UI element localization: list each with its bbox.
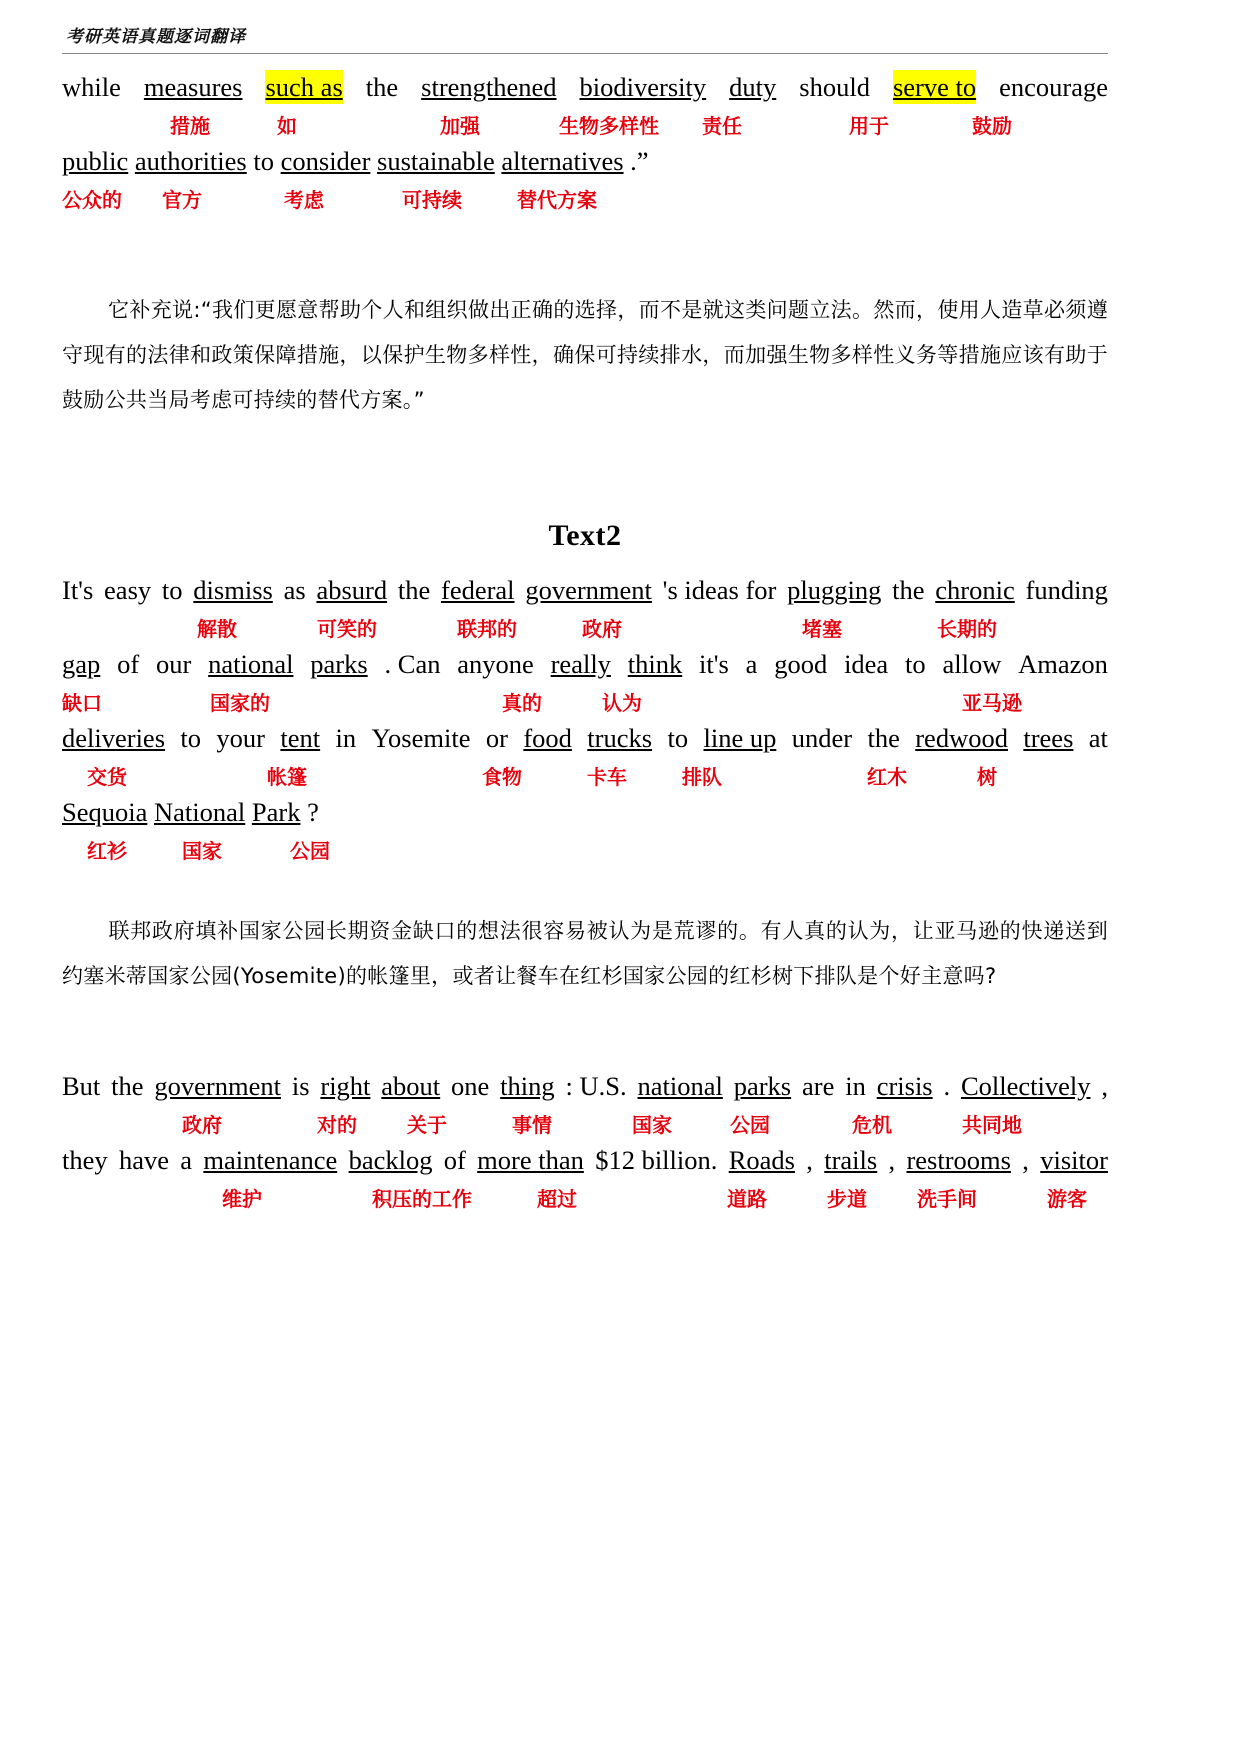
underlined-word: Sequoia <box>62 797 148 827</box>
chinese-gloss: 政府 <box>582 617 622 641</box>
chinese-gloss-line <box>62 607 1108 647</box>
word: of <box>117 649 140 679</box>
word-space <box>624 144 631 178</box>
spacer <box>62 869 1108 909</box>
chinese-gloss: 真的 <box>502 691 542 715</box>
gloss-block <box>62 573 1108 647</box>
underlined-word: authorities <box>134 146 247 176</box>
underlined-word: federal <box>441 575 515 605</box>
chinese-gloss: 联邦的 <box>457 617 517 641</box>
chinese-gloss: 解散 <box>197 617 237 641</box>
word: while <box>62 72 121 102</box>
english-line <box>62 1143 1108 1177</box>
chinese-gloss: 超过 <box>537 1187 577 1211</box>
gloss-block <box>62 1069 1108 1143</box>
word: to <box>667 723 689 753</box>
word: have <box>118 1145 169 1175</box>
chinese-gloss: 积压的工作 <box>372 1187 472 1211</box>
underlined-word: gap <box>62 649 101 679</box>
word: in <box>845 1071 866 1101</box>
word: in <box>335 723 357 753</box>
word: the <box>867 723 900 753</box>
word: is <box>291 1071 310 1101</box>
section-heading-text2: Text2 <box>548 519 622 552</box>
chinese-gloss: 生物多样性 <box>559 114 659 138</box>
underlined-word: duty <box>729 72 777 102</box>
underlined-word: alternatives <box>501 146 624 176</box>
word: the <box>365 72 399 102</box>
chinese-gloss: 红木 <box>867 765 907 789</box>
english-line <box>62 721 1108 755</box>
underlined-word: trucks <box>587 723 653 753</box>
spacer <box>62 423 1108 519</box>
chinese-gloss: 国家 <box>632 1113 672 1137</box>
word: as <box>283 575 306 605</box>
underlined-word: really <box>550 649 611 679</box>
word-space <box>274 144 281 178</box>
word: or <box>485 723 508 753</box>
underlined-word: restrooms <box>906 1145 1011 1175</box>
word: it's <box>699 649 729 679</box>
gloss-block <box>62 144 1108 218</box>
underlined-word: line up <box>703 723 777 753</box>
chinese-gloss: 亚马逊 <box>962 691 1022 715</box>
underlined-word: about <box>381 1071 441 1101</box>
underlined-word: parks <box>733 1071 792 1101</box>
chinese-gloss: 维护 <box>222 1187 262 1211</box>
word: , <box>1101 1071 1108 1101</box>
chinese-gloss: 鼓励 <box>972 114 1012 138</box>
chinese-gloss: 卡车 <box>587 765 627 789</box>
word: at <box>1088 723 1108 753</box>
underlined-word: Park <box>251 797 301 827</box>
chinese-gloss: 公园 <box>290 839 330 863</box>
underlined-word: consider <box>280 146 371 176</box>
document-content <box>62 70 1108 1217</box>
underlined-word: trees <box>1023 723 1074 753</box>
word: the <box>892 575 925 605</box>
underlined-word: strengthened <box>421 72 557 102</box>
underlined-word: deliveries <box>62 723 166 753</box>
word: $12 billion. <box>595 1145 718 1175</box>
chinese-gloss: 公园 <box>730 1113 770 1137</box>
word: are <box>801 1071 835 1101</box>
word: the <box>111 1071 144 1101</box>
chinese-gloss: 官方 <box>162 188 202 212</box>
chinese-gloss: 关于 <box>407 1113 447 1137</box>
underlined-word: visitor <box>1040 1145 1108 1175</box>
chinese-gloss: 缺口 <box>62 691 102 715</box>
underlined-word: government <box>154 1071 281 1101</box>
underlined-word: crisis <box>876 1071 933 1101</box>
underlined-word: think <box>627 649 683 679</box>
underlined-word: redwood <box>915 723 1008 753</box>
underlined-word: backlog <box>348 1145 433 1175</box>
chinese-gloss: 共同地 <box>962 1113 1022 1137</box>
english-line <box>62 795 1108 829</box>
word-space <box>370 144 377 178</box>
word: a <box>745 649 758 679</box>
underlined-word: food <box>523 723 572 753</box>
chinese-gloss: 用于 <box>849 114 889 138</box>
chinese-gloss: 可持续 <box>402 188 462 212</box>
chinese-gloss: 公众的 <box>62 188 122 212</box>
chinese-translation-paragraph <box>62 288 1108 423</box>
underlined-word: measures <box>143 72 243 102</box>
underlined-word: government <box>525 575 652 605</box>
chinese-gloss: 洗手间 <box>917 1187 977 1211</box>
chinese-gloss-line <box>62 178 1108 218</box>
word-space <box>147 795 154 829</box>
chinese-gloss-line <box>62 1103 1108 1143</box>
chinese-gloss: 帐篷 <box>267 765 307 789</box>
chinese-gloss: 游客 <box>1047 1187 1087 1211</box>
underlined-word: national <box>637 1071 723 1101</box>
word: idea <box>844 649 889 679</box>
underlined-word: National <box>154 797 246 827</box>
translation-text: 联邦政府填补国家公园长期资金缺口的想法很容易被认为是荒谬的。有人真的认为，让亚马逊的快递送到约塞米蒂国家公园(Yosemite)的帐篷里，或者让餐车在红杉国家公园的红杉树下排队是个好主意吗? <box>62 919 1108 988</box>
word: easy <box>104 575 152 605</box>
word: , <box>1022 1145 1029 1175</box>
chinese-gloss: 长期的 <box>937 617 997 641</box>
word: anyone <box>457 649 534 679</box>
chinese-gloss: 树 <box>977 765 997 789</box>
english-line <box>62 70 1108 104</box>
chinese-gloss: 替代方案 <box>517 188 597 212</box>
underlined-word: public <box>62 146 129 176</box>
underlined-word: plugging <box>787 575 882 605</box>
word: a <box>180 1145 193 1175</box>
word: encourage <box>999 72 1108 102</box>
gloss-block <box>62 70 1108 144</box>
word: one <box>451 1071 490 1101</box>
english-line <box>62 647 1108 681</box>
running-header <box>62 22 1108 54</box>
gloss-block <box>62 795 1108 869</box>
word: to <box>253 146 274 176</box>
chinese-gloss: 国家 <box>182 839 222 863</box>
highlighted-word: serve to <box>892 72 977 102</box>
word: .” <box>630 146 649 176</box>
chinese-gloss-line <box>62 755 1108 795</box>
word: to <box>161 575 183 605</box>
word: , <box>888 1145 896 1175</box>
chinese-gloss: 事情 <box>512 1113 552 1137</box>
word: our <box>155 649 192 679</box>
translation-text: 它补充说:“我们更愿意帮助个人和组织做出正确的选择，而不是就这类问题立法。然而，使用人造草必须遵守现有的法律和政策保障措施，以保护生物多样性，确保可持续排水，而加强生物多样性义务等措施应该有助于鼓励公共当局考虑可持续的替代方案。” <box>62 298 1108 412</box>
word: the <box>397 575 431 605</box>
word: It's <box>62 575 94 605</box>
chinese-gloss: 考虑 <box>284 188 324 212</box>
spacer <box>62 999 1108 1069</box>
word-space <box>495 144 502 178</box>
header-divider <box>62 53 1108 54</box>
word: good <box>774 649 828 679</box>
chinese-gloss: 责任 <box>702 114 742 138</box>
chinese-gloss: 可笑的 <box>317 617 377 641</box>
underlined-word: biodiversity <box>579 72 707 102</box>
chinese-gloss-line <box>62 829 1108 869</box>
chinese-gloss-line <box>62 681 1108 721</box>
chinese-translation-paragraph <box>62 909 1108 999</box>
underlined-word: trails <box>824 1145 878 1175</box>
word: of <box>443 1145 466 1175</box>
chinese-gloss: 步道 <box>827 1187 867 1211</box>
word-space <box>245 795 252 829</box>
gloss-block <box>62 647 1108 721</box>
chinese-gloss: 堵塞 <box>802 617 842 641</box>
underlined-word: dismiss <box>193 575 273 605</box>
gloss-block <box>62 1143 1108 1217</box>
highlighted-word: such as <box>265 72 343 102</box>
underlined-word: national <box>208 649 294 679</box>
word: . Can <box>384 649 441 679</box>
word: ? <box>307 797 319 827</box>
chinese-gloss: 政府 <box>182 1113 222 1137</box>
underlined-word: more than <box>477 1145 584 1175</box>
underlined-word: thing <box>500 1071 555 1101</box>
chinese-gloss: 道路 <box>727 1187 767 1211</box>
word: funding <box>1025 575 1108 605</box>
underlined-word: Collectively <box>960 1071 1091 1101</box>
word: they <box>62 1145 108 1175</box>
word: But <box>62 1071 101 1101</box>
underlined-word: absurd <box>316 575 388 605</box>
underlined-word: sustainable <box>377 146 495 176</box>
chinese-gloss: 对的 <box>317 1113 357 1137</box>
underlined-word: parks <box>310 649 368 679</box>
chinese-gloss: 排队 <box>682 765 722 789</box>
underlined-word: right <box>320 1071 371 1101</box>
underlined-word: chronic <box>935 575 1015 605</box>
spacer <box>62 553 1108 573</box>
chinese-gloss-line <box>62 1177 1108 1217</box>
underlined-word: Roads <box>728 1145 795 1175</box>
word: . <box>943 1071 951 1101</box>
word: your <box>216 723 265 753</box>
word: Amazon <box>1018 649 1108 679</box>
chinese-gloss-line <box>62 104 1108 144</box>
chinese-gloss: 加强 <box>440 114 480 138</box>
chinese-gloss: 食物 <box>482 765 522 789</box>
word-space <box>247 144 254 178</box>
chinese-gloss: 红衫 <box>87 839 127 863</box>
english-line <box>62 144 1108 178</box>
chinese-gloss: 国家的 <box>210 691 270 715</box>
word-space <box>300 795 307 829</box>
word-space <box>128 144 135 178</box>
chinese-gloss: 如 <box>277 114 297 138</box>
chinese-gloss: 措施 <box>170 114 210 138</box>
word: , <box>806 1145 813 1175</box>
english-line <box>62 1069 1108 1103</box>
word: 's ideas for <box>662 575 777 605</box>
word: under <box>791 723 853 753</box>
word: should <box>799 72 870 102</box>
gloss-block <box>62 721 1108 795</box>
chinese-gloss: 认为 <box>602 691 642 715</box>
header-title: 考研英语真题逐词翻译 <box>66 27 246 46</box>
word: to <box>180 723 202 753</box>
chinese-gloss: 危机 <box>852 1113 892 1137</box>
word: allow <box>942 649 1002 679</box>
word: : U.S. <box>565 1071 627 1101</box>
word: Yosemite <box>371 723 471 753</box>
english-line <box>62 573 1108 607</box>
underlined-word: maintenance <box>203 1145 338 1175</box>
word: to <box>905 649 926 679</box>
spacer <box>62 218 1108 288</box>
underlined-word: tent <box>280 723 321 753</box>
chinese-gloss: 交货 <box>87 765 127 789</box>
